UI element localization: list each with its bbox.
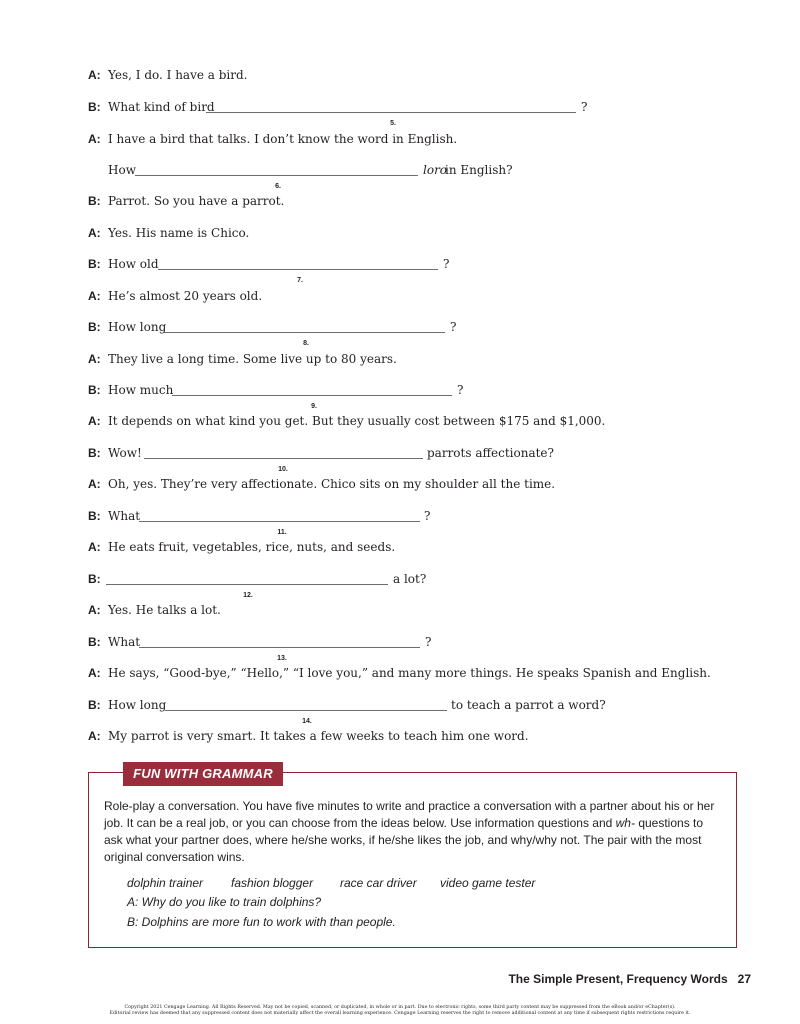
- question-end: ?: [581, 100, 588, 114]
- question-start: What: [108, 635, 141, 649]
- job-idea: dolphin trainer: [127, 876, 204, 890]
- dialogue-text: Parrot. So you have a parrot.: [108, 194, 285, 208]
- speaker-label: A:: [88, 132, 101, 146]
- instructions-end: questions to ask what your partner does, where he/she works, if he/she likes the job, and why/why not. The pair with the most original conversation wins.: [104, 816, 704, 864]
- job-idea: video game tester: [440, 876, 536, 890]
- page-number: 27: [737, 972, 751, 986]
- speaker-label: B:: [88, 635, 101, 649]
- speaker-label: A:: [88, 226, 101, 240]
- speaker-label: B:: [88, 446, 101, 460]
- speaker-label: B:: [88, 698, 101, 712]
- dialogue-text: Oh, yes. They’re very affectionate. Chico sits on my shoulder all the time.: [108, 477, 556, 491]
- blank-number: 8.: [303, 340, 309, 347]
- fun-with-grammar-label: FUN WITH GRAMMAR: [123, 762, 283, 786]
- question-start: How long: [108, 698, 167, 712]
- answer-blank-14[interactable]: [165, 710, 447, 711]
- speaker-label: A:: [88, 540, 101, 554]
- running-footer: [508, 972, 751, 986]
- chapter-title: The Simple Present, Frequency Words: [508, 972, 728, 986]
- answer-blank-5[interactable]: [206, 112, 576, 113]
- job-idea: fashion blogger: [231, 876, 314, 890]
- question-end: a lot?: [393, 572, 427, 586]
- speaker-label: A:: [88, 414, 101, 428]
- box-top-border-left: [88, 772, 126, 773]
- spanish-word: loro: [423, 163, 448, 177]
- question-end: ?: [424, 509, 431, 523]
- speaker-label: B:: [88, 383, 101, 397]
- question-end: ?: [443, 257, 450, 271]
- question-end: parrots affectionate?: [427, 446, 554, 460]
- blank-number: 13.: [277, 655, 287, 662]
- dialogue-text: He’s almost 20 years old.: [108, 289, 263, 303]
- speaker-label: A:: [88, 68, 101, 82]
- question-start: How long: [108, 320, 167, 334]
- answer-blank-13[interactable]: [139, 647, 420, 648]
- blank-number: 9.: [311, 403, 317, 410]
- dialogue-text: Yes. His name is Chico.: [108, 226, 250, 240]
- speaker-label: B:: [88, 100, 101, 114]
- example-answer: B: Dolphins are more fun to work with than people.: [127, 915, 396, 929]
- question-end: ?: [450, 320, 457, 334]
- copyright-line-2: Editorial review has deemed that any suppressed content does not materially affect the overall learning experience. Cengage Learning reserves the right to remove additional content at any time if subsequent rights restrictions require it.: [109, 1011, 691, 1016]
- speaker-label: A:: [88, 666, 101, 680]
- job-idea: race car driver: [340, 876, 417, 890]
- copyright-line-1: Copyright 2021 Cengage Learning. All Rights Reserved. May not be copied, scanned, or duplicated, in whole or in part. Due to electronic rights, some third party content may be suppressed from the eBook and/or eChapter(s).: [124, 1005, 676, 1010]
- answer-blank-10[interactable]: [144, 458, 423, 459]
- answer-blank-8[interactable]: [164, 332, 445, 333]
- blank-number: 6.: [275, 183, 281, 190]
- answer-blank-6[interactable]: [135, 175, 418, 176]
- dialogue-text: My parrot is very smart. It takes a few weeks to teach him one word.: [108, 729, 529, 743]
- speaker-label: B:: [88, 257, 101, 271]
- box-top-border-right: [283, 772, 737, 773]
- dialogue-text: They live a long time. Some live up to 80 years.: [108, 352, 397, 366]
- dialogue-text: He eats fruit, vegetables, rice, nuts, and seeds.: [108, 540, 396, 554]
- speaker-label: B:: [88, 509, 101, 523]
- speaker-label: A:: [88, 477, 101, 491]
- dialogue-text: Yes, I do. I have a bird.: [108, 68, 248, 82]
- answer-blank-9[interactable]: [172, 395, 452, 396]
- example-question: A: Why do you like to train dolphins?: [127, 895, 322, 909]
- dialogue-text: It depends on what kind you get. But they usually cost between $175 and $1,000.: [108, 414, 606, 428]
- dialogue-text: I have a bird that talks. I don’t know the word in English.: [108, 132, 458, 146]
- copyright-notice: [60, 1005, 740, 1017]
- activity-instructions: [104, 798, 724, 866]
- question-end: ?: [425, 635, 432, 649]
- speaker-label: B:: [88, 194, 101, 208]
- answer-blank-7[interactable]: [158, 269, 438, 270]
- speaker-label: A:: [88, 729, 101, 743]
- speaker-label: B:: [88, 320, 101, 334]
- question-start: How old: [108, 257, 159, 271]
- blank-number: 10.: [278, 466, 288, 473]
- question-start: How much: [108, 383, 174, 397]
- blank-number: 14.: [302, 718, 312, 725]
- question-end: ?: [457, 383, 464, 397]
- speaker-label: A:: [88, 289, 101, 303]
- question-end: to teach a parrot a word?: [451, 698, 606, 712]
- instructions-start: Role-play a conversation. You have five minutes to write and practice a conversation with a partner about his or her job. It can be a real job, or you can choose from the ideas below. Use information questions and: [104, 799, 715, 830]
- speaker-label: A:: [88, 352, 101, 366]
- blank-number: 7.: [297, 277, 303, 284]
- dialogue-text: He says, “Good-bye,” “Hello,” “I love you,” and many more things. He speaks Spanish and English.: [108, 666, 711, 680]
- question-start: What: [108, 509, 141, 523]
- instructions-italic: wh-: [615, 816, 635, 830]
- speaker-label: B:: [88, 572, 101, 586]
- blank-number: 12.: [243, 592, 253, 599]
- question-start: Wow!: [108, 446, 142, 460]
- question-end: in English?: [445, 163, 513, 177]
- speaker-label: A:: [88, 603, 101, 617]
- question-start: What kind of bird: [108, 100, 215, 114]
- question-start: How: [108, 163, 136, 177]
- dialogue-text: Yes. He talks a lot.: [108, 603, 221, 617]
- blank-number: 11.: [277, 529, 287, 536]
- answer-blank-12[interactable]: [106, 584, 388, 585]
- blank-number: 5.: [390, 120, 396, 127]
- answer-blank-11[interactable]: [139, 521, 420, 522]
